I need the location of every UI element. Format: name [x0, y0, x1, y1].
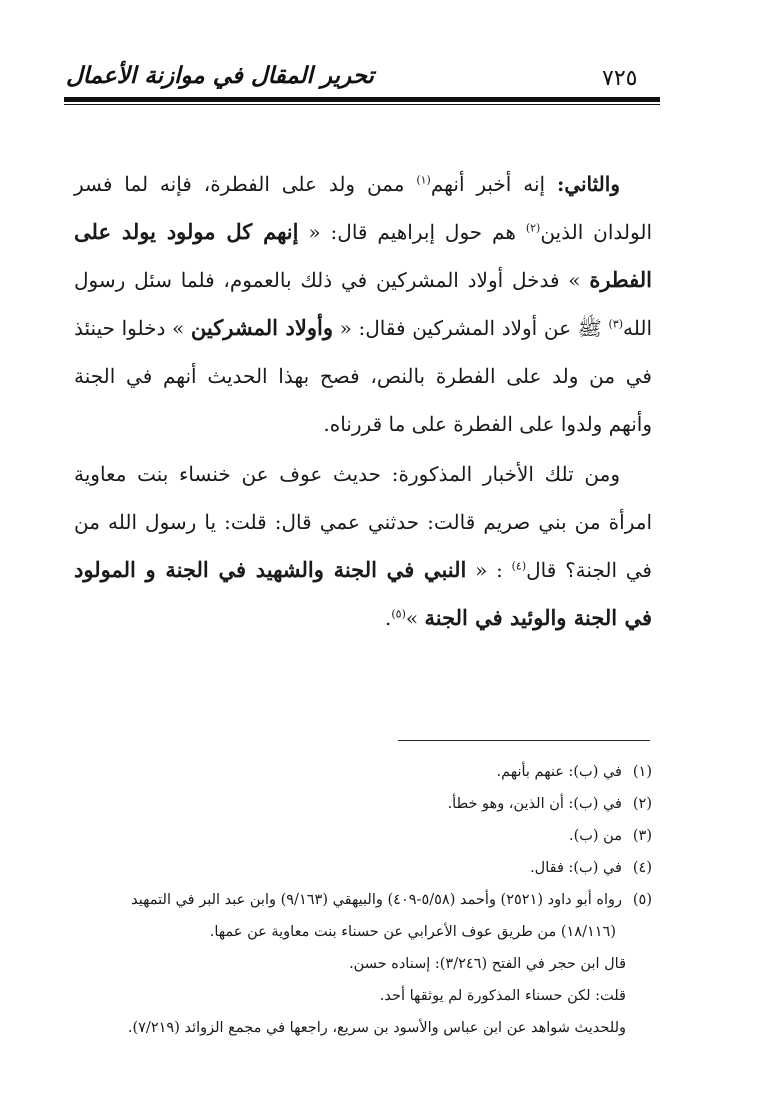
- header-rule-thin: [64, 104, 660, 105]
- text-run: هم حول إبراهيم قال: «: [298, 220, 526, 244]
- footnotes: [74, 756, 652, 1044]
- footnote-text: في (ب): أن الذين، وهو خطأ.: [447, 796, 622, 812]
- footnote-number: (١): [632, 764, 652, 780]
- footnote-ref-4[interactable]: (٤): [511, 559, 527, 573]
- footnote-ref-2[interactable]: (٢): [525, 221, 541, 235]
- footnote-5-continuation: (١٨/١١٦) من طريق عوف الأعرابي عن حسناء بنت معاوية عن عمها.: [209, 924, 616, 940]
- footnote-number: (٢): [632, 796, 652, 812]
- footnote-ref-5[interactable]: (٥): [391, 607, 406, 621]
- paragraph-1: [74, 160, 652, 448]
- footnote-number: (٣): [632, 828, 652, 844]
- text-run: .: [385, 606, 392, 630]
- footnote-text: في (ب): عنهم بأنهم.: [496, 764, 622, 780]
- main-text: [74, 160, 652, 642]
- text-run: إنه أخبر أنهم: [430, 172, 557, 196]
- hadith-quote: وأولاد المشركين: [190, 315, 333, 340]
- footnote-text: من (ب).: [569, 828, 622, 844]
- footnote-3: [74, 820, 652, 852]
- footnote-5: [74, 884, 652, 916]
- footnote-number: (٥): [632, 892, 652, 908]
- book-title: تحرير المقال في موازنة الأعمال: [66, 62, 374, 89]
- text-run: ومن تلك الأخبار المذكورة: حديث عوف عن خنساء بنت معاوية امرأة من بني صريم قالت: حدثني عمي قال: قلت: يا رسول الله من في الجنة؟ قال: [74, 462, 652, 582]
- paragraph-lead: والثاني:: [556, 172, 620, 196]
- text-run: : «: [466, 558, 512, 582]
- text-run: » دخلوا حينئذ في من ولد على الفطرة بالنص، فصح بهذا الحديث أنهم في الجنة وأنهم ولدوا على الفطرة على ما قررناه.: [74, 316, 652, 436]
- hadith-quote: إنهم كل مولود يولد على الفطرة: [74, 219, 652, 292]
- footnote-text: رواه أبو داود (٢٥٢١) وأحمد (٥/٥٨-٤٠٩) والبيهقي (٩/١٦٣) وابن عبد البر في التمهيد: [131, 892, 622, 908]
- footnote-separator: [398, 740, 650, 741]
- paragraph-2: [74, 450, 652, 642]
- footnote-4: [74, 852, 652, 884]
- footnote-5-note: وللحديث شواهد عن ابن عباس والأسود بن سريع، راجعها في مجمع الزوائد (٧/٢١٩).: [127, 1020, 626, 1036]
- text-run: ﷺ عن أولاد المشركين فقال: «: [332, 316, 609, 340]
- footnote-number: (٤): [632, 860, 652, 876]
- text-run: »: [405, 606, 425, 630]
- footnote-2: [74, 788, 652, 820]
- text-run: ممن ولد على الفطرة، فإنه لما فسر الولدان الذين: [74, 172, 652, 244]
- header-rule-thick: [64, 97, 660, 102]
- footnote-ref-1[interactable]: (١): [416, 173, 431, 187]
- footnote-1: [74, 756, 652, 788]
- page-number: ٧٢٥: [602, 66, 638, 91]
- hadith-quote: النبي في الجنة والشهيد في الجنة و المولود في الجنة والوئيد في الجنة: [74, 557, 652, 630]
- footnote-5-note: قلت: لكن حسناء المذكورة لم يوثقها أحد.: [379, 988, 626, 1004]
- footnote-text: في (ب): فقال.: [530, 860, 622, 876]
- footnote-ref-3[interactable]: (٣): [608, 317, 623, 331]
- footnote-5-note: قال ابن حجر في الفتح (٣/٢٤٦): إسناده حسن.: [349, 956, 626, 972]
- text-run: » فدخل أولاد المشركين في ذلك بالعموم، فلما سئل رسول الله: [74, 268, 652, 340]
